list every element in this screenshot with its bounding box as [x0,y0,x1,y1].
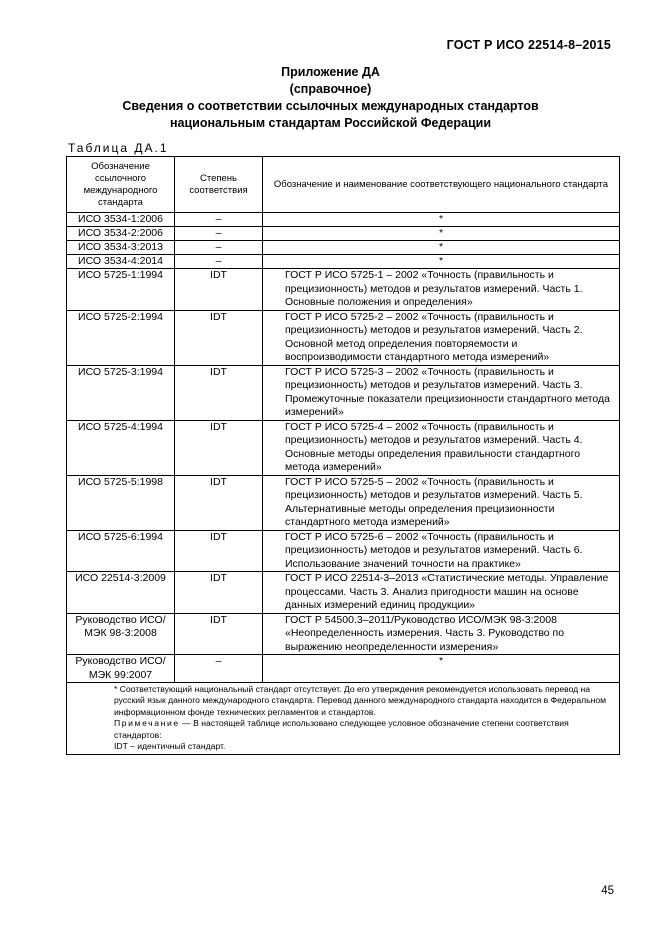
table-header-row [67,157,620,213]
table-caption: Таблица ДА.1 [68,141,169,155]
appendix-titles [0,64,661,132]
table-row [67,227,620,241]
cell-national [263,475,620,530]
cell-degree: IDT [175,365,263,420]
cell-reference: ИСО 22514-3:2009 [67,572,175,614]
cell-degree: – [175,655,263,683]
cell-national: * [263,227,620,241]
national-standard-text: ГОСТ Р ИСО 5725-2 – 2002 «Точность (правильность и прецизионность) методов и результатов измерений. Часть 2. Основной метод определения повторяемости и воспроизводимости стандартного метода измерений» [285,310,583,363]
appendix-heading-line1: Сведения о соответствии ссылочных международных стандартов [122,99,539,113]
cell-reference: ИСО 5725-2:1994 [67,310,175,365]
cell-reference: ИСО 3534-3:2013 [67,241,175,255]
cell-reference: ИСО 5725-1:1994 [67,269,175,311]
national-standard-text: ГОСТ Р 54500.3–2011/Руководство ИСО/МЭК 98-3:2008 «Неопределенность измерения. Часть 3. Руководство по выражению неопределенности измерения» [285,613,565,653]
national-standard-text: ГОСТ Р ИСО 5725-4 – 2002 «Точность (правильность и прецизионность) методов и результатов измерений. Часть 4. Основные методы определения правильности стандартного метода измерений» [285,420,583,473]
header-reference-standard: Обозначение ссылочного международного стандарта [67,157,175,213]
cell-national [263,310,620,365]
cell-reference: ИСО 5725-3:1994 [67,365,175,420]
cell-degree: IDT [175,475,263,530]
table-row [67,213,620,227]
cell-reference: ИСО 5725-6:1994 [67,530,175,572]
national-standard-text: ГОСТ Р ИСО 5725-3 – 2002 «Точность (правильность и прецизионность) методов и результатов измерений. Часть 3. Промежуточные показатели прецизионности стандартного метода измерений» [285,365,610,418]
cell-reference: ИСО 5725-4:1994 [67,420,175,475]
cell-reference: ИСО 3534-1:2006 [67,213,175,227]
cell-degree: IDT [175,530,263,572]
cell-reference: Руководство ИСО/МЭК 98-3:2008 [67,613,175,655]
cell-degree: IDT [175,420,263,475]
cell-degree: – [175,255,263,269]
appendix-subtitle: (справочное) [289,82,372,96]
cell-degree: – [175,241,263,255]
table-row [67,255,620,269]
cell-degree: IDT [175,613,263,655]
header-degree: Степень соответствия [175,157,263,213]
cell-degree: – [175,213,263,227]
table-row [67,241,620,255]
appendix-title: Приложение ДА [281,65,380,79]
table-row [67,613,620,655]
appendix-heading-line2: национальным стандартам Российской Федерации [169,116,492,130]
cell-reference: ИСО 3534-4:2014 [67,255,175,269]
national-standard-text: ГОСТ Р ИСО 5725-5 – 2002 «Точность (правильность и прецизионность) методов и результатов измерений. Часть 5. Альтернативные методы определения прецизионности стандартного метода измерений» [285,475,583,528]
cell-national [263,572,620,614]
table-row [67,530,620,572]
table-row [67,365,620,420]
note [70,718,616,741]
cell-national: * [263,655,620,683]
footnote: * Соответствующий национальный стандарт отсутствует. До его утверждения рекомендуется использовать перевод на русский язык данного международного стандарта. Перевод данного международного стандарта находится в Федеральном информационном фонде технических регламентов и стандартов. [114,684,607,717]
table-row [67,420,620,475]
table-notes [67,683,620,755]
idt-definition: IDT – идентичный стандарт. [114,741,226,752]
header-national-standard: Обозначение и наименование соответствующего национального стандарта [263,157,620,213]
cell-reference: Руководство ИСО/МЭК 99:2007 [67,655,175,683]
cell-reference: ИСО 3534-2:2006 [67,227,175,241]
note-text: — В настоящей таблице использовано следующее условное обозначение степени соответствия стандартов: [114,718,569,740]
cell-degree: IDT [175,572,263,614]
table-row [67,475,620,530]
cell-reference: ИСО 5725-5:1998 [67,475,175,530]
cell-national: * [263,241,620,255]
cell-degree: – [175,227,263,241]
table-row [67,655,620,683]
table-notes-row [67,683,620,755]
cell-national [263,269,620,311]
cell-national: * [263,213,620,227]
cell-degree: IDT [175,310,263,365]
cell-national [263,420,620,475]
national-standard-text: ГОСТ Р ИСО 5725-6 – 2002 «Точность (правильность и прецизионность) методов и результатов измерений. Часть 6. Использование значений точности на практике» [285,530,583,570]
note-label: Примечание [114,718,180,729]
table-row [67,310,620,365]
national-standard-text: ГОСТ Р ИСО 22514-3–2013 «Статистические методы. Управление процессами. Часть 3. Анализ пригодности машин на основе данных измерений единиц продукции» [285,572,609,611]
document-header-code: ГОСТ Р ИСО 22514-8–2015 [446,38,611,52]
cell-degree: IDT [175,269,263,311]
correspondence-table [66,156,620,755]
national-standard-text: ГОСТ Р ИСО 5725-1 – 2002 «Точность (правильность и прецизионность) методов и результатов измерений. Часть 1. Основные положения и определения» [285,269,583,308]
cell-national [263,365,620,420]
cell-national: * [263,255,620,269]
cell-national [263,530,620,572]
table-row [67,269,620,311]
page-number: 45 [601,885,614,897]
cell-national [263,613,620,655]
table-row [67,572,620,614]
